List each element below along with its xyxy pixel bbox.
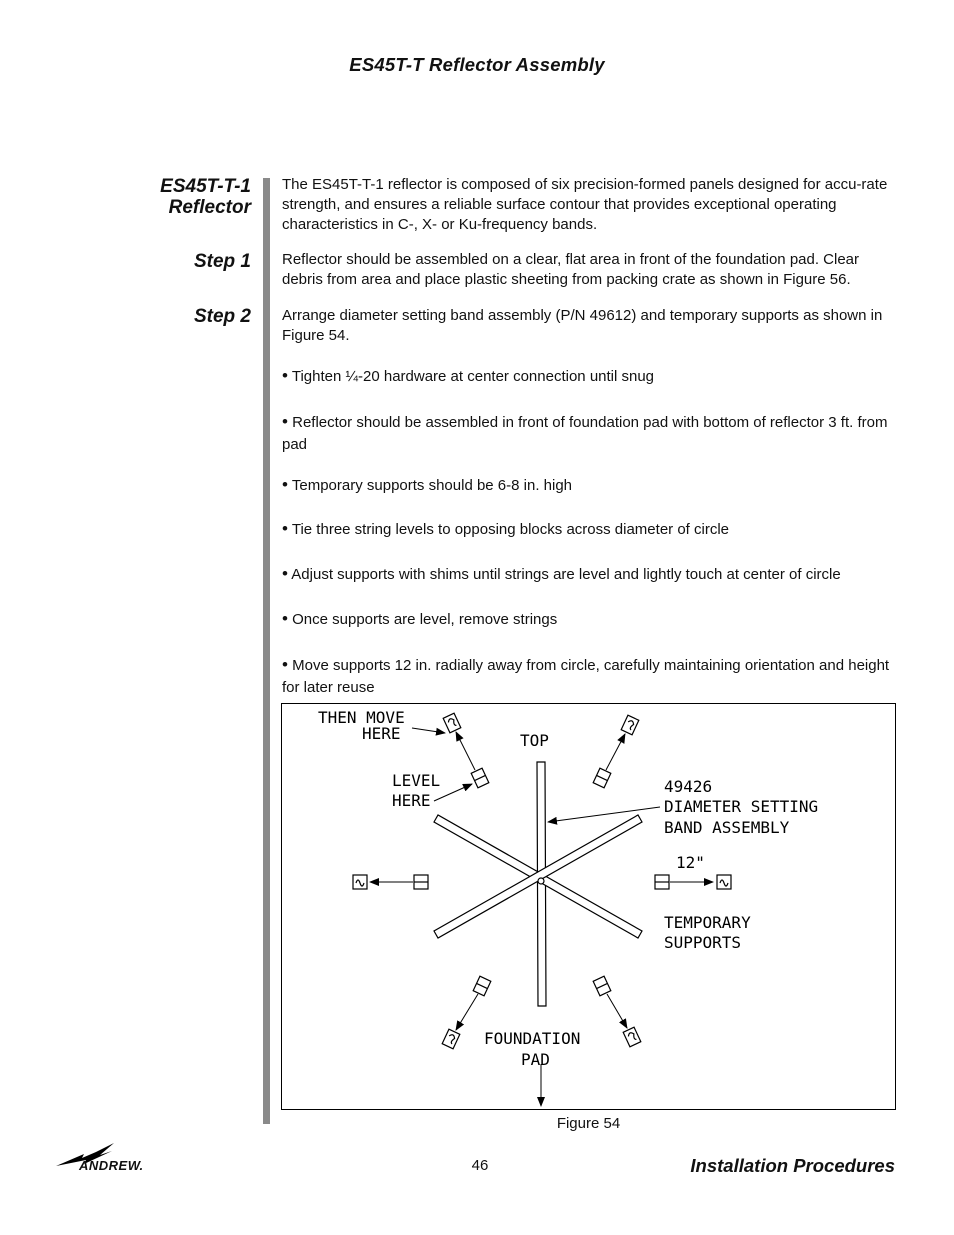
bullet-icon: • xyxy=(282,655,288,674)
label-foundation: FOUNDATION xyxy=(484,1029,581,1048)
support-block xyxy=(353,875,367,889)
support-block xyxy=(443,713,461,733)
support-block xyxy=(717,875,731,889)
margin-bar xyxy=(263,178,270,1124)
page-number: 46 xyxy=(471,1157,489,1174)
bullet-item xyxy=(282,475,902,496)
bullet-item xyxy=(282,654,902,699)
page-title: ES45T-T Reflector Assembly xyxy=(349,54,605,75)
support-block xyxy=(593,976,611,996)
band-assembly xyxy=(434,762,642,1006)
section-heading xyxy=(160,176,251,218)
bullet-item xyxy=(282,366,902,387)
step2-heading: Step 2 xyxy=(193,306,251,327)
bullet-text: Once supports are level, remove strings xyxy=(292,611,558,628)
center-hub xyxy=(538,878,544,884)
bullet-item xyxy=(282,519,902,540)
support-block xyxy=(442,1029,460,1049)
label-pad: PAD xyxy=(521,1050,550,1069)
label-12-inch: 12" xyxy=(676,853,705,872)
bullet-text: Tie three string levels to opposing blocks across diameter of circle xyxy=(291,521,729,538)
bullet-text: Tighten ¼-20 hardware at center connection until snug xyxy=(291,368,655,385)
label-level: LEVEL xyxy=(392,771,441,790)
label-band-assembly: BAND ASSEMBLY xyxy=(664,818,790,837)
step1-paragraph: Reflector should be assembled on a clear, flat area in front of the foundation pad. Clear debris from area and place plastic sheeting from packing crate as shown in Figure 56. xyxy=(282,251,860,288)
bullet-icon: • xyxy=(282,475,288,494)
step2-paragraph: Arrange diameter setting band assembly (P/N 49612) and temporary supports as shown in Figure 54. xyxy=(282,307,883,344)
bullet-icon: • xyxy=(282,366,288,385)
label-here-1: HERE xyxy=(362,724,401,743)
bullet-icon: • xyxy=(282,412,288,431)
bullet-text: Move supports 12 in. radially away from circle, carefully maintaining orientation and height for later reuse xyxy=(282,657,890,696)
company-logo-text: ANDREW. xyxy=(79,1158,144,1173)
bullet-text: Reflector should be assembled in front of foundation pad with bottom of reflector 3 ft. from pad xyxy=(282,414,888,453)
bullet-icon: • xyxy=(282,609,288,628)
figure-54-diagram xyxy=(281,703,896,1110)
support-block xyxy=(473,976,491,996)
label-part-number: 49426 xyxy=(664,777,713,796)
label-here-2: HERE xyxy=(392,791,431,810)
bullet-item xyxy=(282,411,902,456)
label-diameter-setting: DIAMETER SETTING xyxy=(664,797,819,816)
bullet-icon: • xyxy=(282,519,288,538)
support-block xyxy=(471,768,489,788)
layout-diagram xyxy=(282,704,897,1111)
bullet-text: Temporary supports should be 6-8 in. high xyxy=(291,477,573,494)
support-block xyxy=(623,1027,641,1047)
support-block xyxy=(414,875,428,889)
intro-paragraph: The ES45T-T-1 reflector is composed of six precision-formed panels designed for accu-rate strength, and ensures a reliable surface contour that provides exceptional operating characteristics in C-, X- or Ku-frequency bands. xyxy=(282,176,888,233)
bullet-icon: • xyxy=(282,564,288,583)
label-top: TOP xyxy=(520,731,549,750)
section-heading-line1: ES45T-T-1 xyxy=(160,176,251,197)
support-block xyxy=(593,768,611,788)
label-temporary: TEMPORARY xyxy=(664,913,751,932)
figure-caption: Figure 54 xyxy=(556,1115,621,1132)
footer-section-title: Installation Procedures xyxy=(690,1155,895,1176)
support-block xyxy=(621,715,639,735)
bullet-item xyxy=(282,564,902,585)
bullet-text: Adjust supports with shims until strings are level and lightly touch at center of circle xyxy=(291,566,841,583)
support-block xyxy=(655,875,669,889)
label-then-move: THEN MOVE xyxy=(318,708,405,727)
bullet-item xyxy=(282,609,902,630)
step1-heading: Step 1 xyxy=(193,251,251,272)
label-supports: SUPPORTS xyxy=(664,933,742,952)
section-heading-line2: Reflector xyxy=(168,197,251,218)
